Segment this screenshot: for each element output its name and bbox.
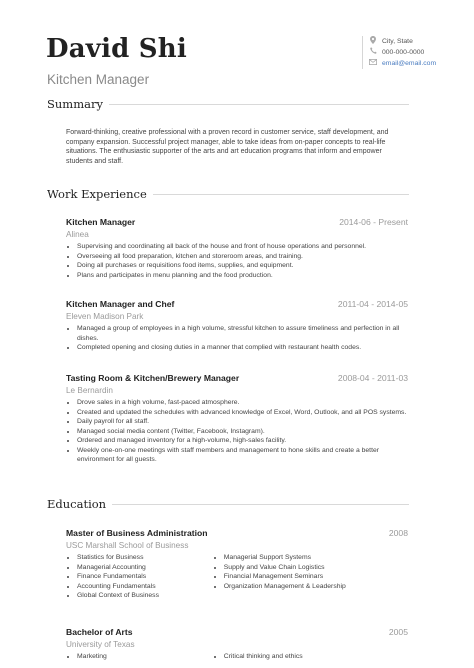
job-entry	[66, 299, 408, 353]
contact-email[interactable]	[369, 58, 436, 69]
degree-title: Master of Business Administration	[66, 528, 208, 538]
bullet-item: • Managed a group of employees in a high volume, stressful kitchen to assure timeliness and perfection in all dishes.	[77, 324, 408, 343]
degree-year: 2005	[388, 627, 408, 637]
course-item: • Marketing	[77, 652, 213, 662]
course-item: • Managerial Support Systems	[224, 553, 408, 563]
job-entry	[66, 373, 408, 465]
bullet-item: • Supervising and coordinating all back of the house and front of house operations and personnel.	[77, 242, 408, 252]
bullet-item: • Daily payroll for all staff.	[77, 417, 408, 427]
bullet-item: • Weekly one-on-one meetings with staff members and management to hone skills and create a better environment for all guests.	[77, 446, 408, 465]
job-title: Kitchen Manager	[47, 72, 150, 87]
bullet-item: • Doing all purchases or requisitions food items, supplies, and equipment.	[77, 261, 408, 271]
course-item: • Statistics for Business	[77, 553, 213, 563]
job-bullets	[66, 242, 408, 280]
degree-entry	[66, 528, 408, 601]
section-divider	[109, 104, 409, 105]
phone-icon	[369, 47, 377, 58]
job-dates: 2008-04 - 2011-03	[337, 373, 408, 383]
bullet-item: • Managed social media content (Twitter, Facebook, Instagram).	[77, 427, 408, 437]
job-company: Alinea	[66, 230, 89, 239]
course-list-left	[66, 652, 213, 662]
degree-entry	[66, 627, 408, 662]
location-text: City, State	[382, 38, 413, 45]
course-list-left	[66, 553, 213, 601]
candidate-name: David Shi	[46, 34, 187, 64]
job-title-text: Tasting Room & Kitchen/Brewery Manager	[66, 373, 240, 383]
bullet-item: • Drove sales in a high volume, fast-paced atmosphere.	[77, 398, 408, 408]
job-entry	[66, 217, 408, 280]
job-company: Eleven Madison Park	[66, 312, 144, 321]
course-item: • Supply and Value Chain Logistics	[224, 563, 408, 573]
course-list-right	[213, 652, 408, 662]
summary-heading: Summary	[47, 97, 103, 111]
contact-location	[369, 36, 436, 47]
bullet-item: • Created and updated the schedules with advanced knowledge of Excel, Word, Outlook, and all POS systems.	[77, 408, 408, 418]
section-divider	[153, 194, 409, 195]
education-heading: Education	[47, 497, 107, 511]
experience-header	[47, 187, 409, 201]
job-dates: 2014-06 - Present	[339, 217, 408, 227]
bullet-item: • Overseeing all food preparation, kitchen and storeroom areas, and training.	[77, 252, 408, 262]
job-bullets	[66, 324, 408, 353]
envelope-icon	[369, 58, 377, 69]
map-pin-icon	[369, 36, 377, 48]
job-company: Le Bernardin	[66, 386, 113, 395]
school-name: University of Texas	[66, 640, 135, 649]
bullet-item: • Ordered and managed inventory for a high-volume, high-sales facility.	[77, 436, 408, 446]
bullet-item: • Completed opening and closing duties in a manner that complied with restaurant health codes.	[77, 343, 408, 353]
phone-text: 000-000-0000	[382, 49, 425, 56]
contact-block	[362, 36, 436, 69]
email-link[interactable]: email@email.com	[382, 60, 437, 67]
degree-year: 2008	[388, 528, 408, 538]
education-header	[47, 497, 409, 511]
section-divider	[112, 504, 409, 505]
course-columns	[66, 550, 408, 601]
job-title-text: Kitchen Manager	[66, 217, 136, 227]
experience-heading: Work Experience	[47, 187, 147, 201]
course-item: • Financial Management Seminars	[224, 572, 408, 582]
job-bullets	[66, 398, 408, 465]
course-item: • Global Context of Business	[77, 591, 213, 601]
course-columns	[66, 649, 408, 662]
course-item: • Finance Fundamentals	[77, 572, 213, 582]
course-item: • Critical thinking and ethics	[224, 652, 408, 662]
course-item: • Managerial Accounting	[77, 563, 213, 573]
school-name: USC Marshall School of Business	[66, 541, 189, 550]
course-item: • Organization Management & Leadership	[224, 582, 408, 592]
course-list-right	[213, 553, 408, 601]
summary-text: Forward-thinking, creative professional with a proven record in customer service, staff development, and company expansion. Successful project manager, able to take ideas from on-paper concepts to real-life situations. The enthusiastic supporter of the arts and art education programs that inform and empower students and staff.	[66, 129, 389, 165]
contact-phone	[369, 47, 436, 58]
job-title-text: Kitchen Manager and Chef	[66, 299, 175, 309]
course-item: • Accounting Fundamentals	[77, 582, 213, 592]
summary-header	[47, 97, 409, 111]
job-dates: 2011-04 - 2014-05	[337, 299, 408, 309]
bullet-item: • Plans and participates in menu planning and the food production.	[77, 271, 408, 281]
degree-title: Bachelor of Arts	[66, 627, 133, 637]
